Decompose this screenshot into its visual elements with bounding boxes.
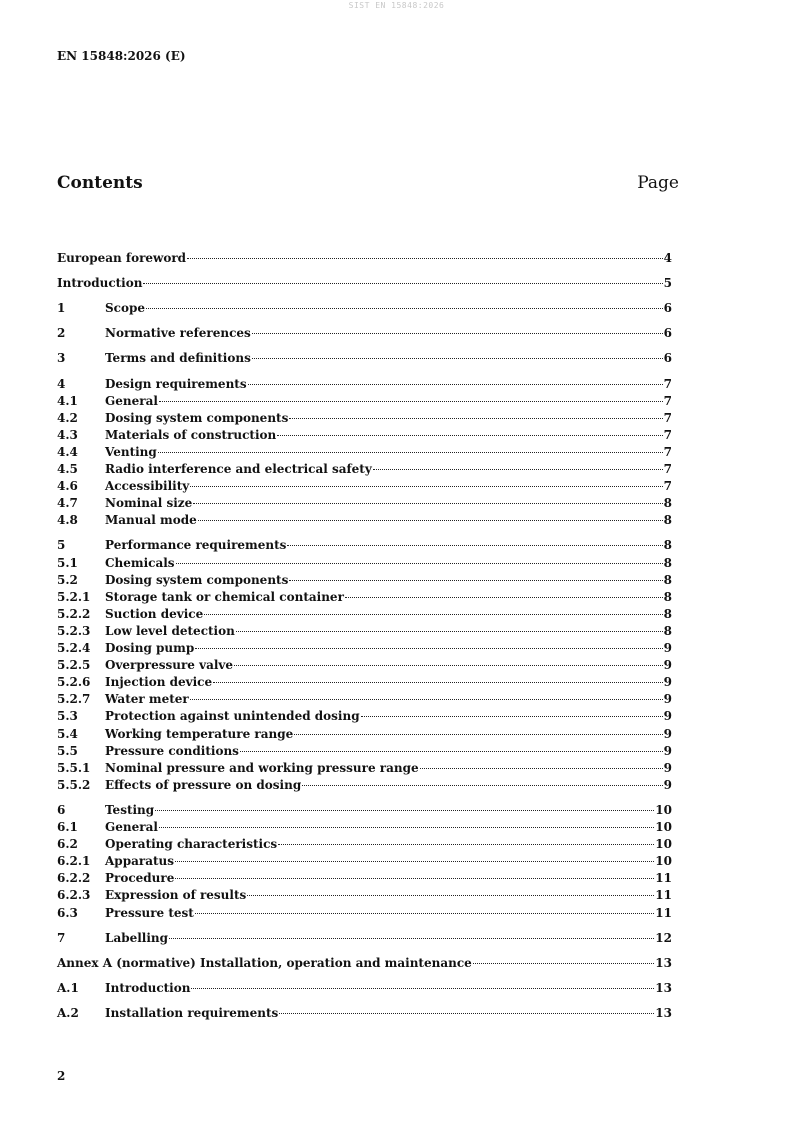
toc-entry-page: 8: [663, 606, 672, 621]
toc-entry-title: Installation requirements: [105, 1005, 279, 1020]
toc-dot-leader: [143, 283, 662, 284]
toc-entry-title: Materials of construction: [105, 427, 277, 442]
toc-dot-leader: [373, 469, 663, 470]
toc-entry-title: Venting: [105, 444, 157, 459]
toc-entry-page: 7: [663, 427, 672, 442]
toc-entry-title: Pressure test: [105, 905, 194, 920]
toc-entry-number: 7: [57, 930, 66, 945]
toc-entry-number: 6.2.3: [57, 888, 91, 903]
toc-entry-number: 5.5.1: [57, 760, 91, 775]
toc-entry[interactable]: [57, 836, 672, 852]
toc-entry[interactable]: [57, 743, 672, 759]
toc-dot-leader: [198, 520, 663, 521]
toc-entry-number: 4.6: [57, 479, 78, 494]
contents-title: Contents: [57, 173, 143, 193]
toc-entry-title: Testing: [105, 802, 155, 817]
toc-entry[interactable]: [57, 495, 672, 511]
toc-entry-number: 3: [57, 351, 66, 366]
toc-entry[interactable]: [57, 777, 672, 793]
toc-entry[interactable]: [57, 853, 672, 869]
toc-entry-page: 11: [655, 871, 672, 886]
toc-dot-leader: [473, 963, 655, 964]
toc-entry-page: 9: [663, 760, 672, 775]
toc-entry-page: 12: [655, 930, 672, 945]
toc-entry[interactable]: [57, 444, 672, 460]
toc-entry-number: A.2: [57, 1005, 79, 1020]
toc-dot-leader: [277, 435, 662, 436]
toc-entry-title: Working temperature range: [105, 726, 294, 741]
toc-entry-page: 7: [663, 376, 672, 391]
toc-entry[interactable]: [57, 905, 672, 921]
toc-entry-page: 7: [663, 393, 672, 408]
toc-entry-number: 5.2.1: [57, 589, 91, 604]
toc-entry-number: 4.3: [57, 427, 78, 442]
toc-entry-page: 9: [663, 675, 672, 690]
toc-entry-number: A.1: [57, 980, 79, 995]
toc-entry-page: 8: [663, 555, 672, 570]
toc-entry[interactable]: [57, 980, 672, 996]
footer-page-number: 2: [57, 1069, 66, 1083]
toc-entry-page: 9: [663, 641, 672, 655]
toc-entry-title: Labelling: [105, 930, 169, 945]
toc-entry-number: 5.2: [57, 572, 78, 587]
toc-entry-number: 5.3: [57, 709, 78, 724]
toc-entry-title: Procedure: [105, 871, 175, 886]
toc-entry-title: Storage tank or chemical container: [105, 589, 344, 604]
toc-entry-number: 2: [57, 326, 66, 341]
toc-entry-page: 8: [663, 572, 672, 587]
toc-entry[interactable]: [57, 589, 672, 605]
toc-entry-page: 10: [655, 802, 672, 817]
toc-dot-leader: [190, 699, 663, 700]
toc-entry-page: 9: [663, 709, 672, 724]
toc-entry[interactable]: [57, 802, 672, 818]
toc-entry-title: Introduction: [105, 980, 191, 995]
toc-entry[interactable]: [57, 691, 672, 707]
toc-dot-leader: [146, 308, 663, 309]
toc-dot-leader: [175, 878, 654, 879]
toc-entry-page: 6: [663, 326, 672, 341]
toc-entry-number: 5.1: [57, 555, 78, 570]
toc-entry[interactable]: [57, 955, 672, 971]
toc-entry[interactable]: [57, 760, 672, 776]
toc-entry-page: 9: [663, 658, 672, 673]
toc-dot-leader: [195, 913, 654, 914]
toc-entry[interactable]: [57, 572, 672, 588]
toc-entry-page: 9: [663, 726, 672, 741]
toc-entry[interactable]: [57, 478, 672, 494]
toc-entry[interactable]: [57, 708, 672, 724]
toc-dot-leader: [176, 563, 663, 564]
toc-dot-leader: [236, 631, 663, 632]
toc-entry-page: 13: [655, 980, 672, 995]
toc-entry-title: General: [105, 393, 158, 408]
toc-entry-title: Injection device: [105, 675, 213, 690]
toc-entry-page: 8: [663, 513, 672, 528]
toc-entry-title: Accessibility: [105, 479, 190, 494]
toc-entry-title: Expression of results: [105, 888, 247, 903]
toc-dot-leader: [204, 614, 662, 615]
toc-entry-page: 11: [655, 888, 672, 903]
toc-entry-number: 4.5: [57, 462, 78, 476]
toc-entry-page: 8: [663, 496, 672, 511]
toc-entry-page: 10: [655, 820, 672, 834]
toc-entry[interactable]: [57, 674, 672, 690]
toc-entry-number: 5.2.5: [57, 658, 91, 673]
toc-entry[interactable]: [57, 325, 672, 341]
toc-entry-number: 4.8: [57, 513, 78, 528]
toc-entry-title: Dosing system components: [105, 572, 289, 587]
toc-entry[interactable]: [57, 640, 672, 656]
toc-dot-leader: [169, 938, 654, 939]
toc-entry-page: 9: [663, 777, 672, 792]
toc-entry[interactable]: [57, 657, 672, 673]
toc-dot-leader: [420, 768, 663, 769]
toc-entry-number: 4.2: [57, 410, 78, 425]
toc-entry-number: 5.5: [57, 743, 78, 758]
toc-entry-number: 6: [57, 802, 66, 817]
toc-entry-number: 5.2.7: [57, 692, 91, 707]
toc-dot-leader: [248, 384, 663, 385]
toc-entry-page: 7: [663, 444, 672, 459]
toc-entry-title: General: [105, 820, 158, 834]
toc-entry-number: 4.4: [57, 444, 78, 459]
toc-entry-title: Water meter: [105, 692, 189, 707]
toc-entry-number: 5.2.3: [57, 623, 91, 638]
toc-entry-number: 5.4: [57, 726, 78, 741]
toc-entry-number: 6.2.1: [57, 854, 91, 869]
toc-entry[interactable]: [57, 410, 672, 426]
toc-entry-number: 6.1: [57, 820, 78, 834]
toc-dot-leader: [195, 648, 662, 649]
toc-entry-number: 1: [57, 301, 66, 316]
toc-entry-number: 5.2.4: [57, 641, 91, 655]
toc-dot-leader: [287, 545, 662, 546]
toc-entry[interactable]: [57, 427, 672, 443]
toc-dot-leader: [193, 503, 662, 504]
toc-dot-leader: [159, 827, 654, 828]
toc-entry-title: Introduction: [57, 276, 143, 291]
toc-entry-number: 4.7: [57, 496, 78, 511]
toc-entry-title: Effects of pressure on dosing: [105, 777, 302, 792]
toc-entry-title: Radio interference and electrical safety: [105, 462, 372, 476]
toc-dot-leader: [279, 1013, 654, 1014]
toc-entry[interactable]: [57, 393, 672, 409]
toc-entry-number: 5.2.2: [57, 606, 91, 621]
toc-entry-number: 5.5.2: [57, 777, 91, 792]
toc-entry[interactable]: [57, 606, 672, 622]
toc-dot-leader: [191, 988, 654, 989]
toc-entry[interactable]: [57, 512, 672, 528]
toc-entry[interactable]: [57, 376, 672, 392]
toc-dot-leader: [289, 418, 662, 419]
toc-dot-leader: [234, 665, 663, 666]
toc-entry-title: Chemicals: [105, 555, 175, 570]
toc-entry-page: 4: [663, 251, 672, 265]
toc-dot-leader: [289, 580, 662, 581]
toc-entry-page: 7: [663, 410, 672, 425]
toc-dot-leader: [158, 452, 663, 453]
toc-entry-title: Dosing pump: [105, 641, 195, 655]
toc-entry[interactable]: [57, 275, 672, 291]
toc-entry-title: Apparatus: [105, 854, 174, 869]
toc-entry-number: 6.2: [57, 837, 78, 852]
toc-dot-leader: [187, 258, 663, 259]
toc-dot-leader: [252, 358, 663, 359]
toc-entry[interactable]: [57, 930, 672, 946]
toc-entry-title: European foreword: [57, 251, 187, 265]
watermark: SIST EN 15848:2026: [348, 1, 445, 10]
toc-entry[interactable]: [57, 461, 672, 477]
document-id: EN 15848:2026 (E): [57, 49, 186, 63]
toc-entry[interactable]: [57, 887, 672, 903]
toc-dot-leader: [240, 751, 663, 752]
toc-entry-number: 5.2.6: [57, 675, 91, 690]
toc-entry-number: 6.3: [57, 905, 78, 920]
toc-entry-page: 11: [655, 905, 672, 920]
toc-dot-leader: [175, 861, 654, 862]
toc-entry-page: 10: [655, 837, 672, 852]
toc-entry-title: Performance requirements: [105, 538, 287, 553]
toc-entry[interactable]: [57, 623, 672, 639]
toc-dot-leader: [302, 785, 662, 786]
toc-entry-title: Protection against unintended dosing: [105, 709, 360, 724]
toc-entry-title: Low level detection: [105, 623, 235, 638]
toc-entry[interactable]: [57, 555, 672, 571]
toc-dot-leader: [190, 486, 662, 487]
toc-dot-leader: [345, 597, 663, 598]
toc-dot-leader: [361, 716, 663, 717]
toc-entry-title: Pressure conditions: [105, 743, 239, 758]
toc-entry-title: Nominal pressure and working pressure range: [105, 760, 419, 775]
toc-entry-number: 6.2.2: [57, 871, 91, 886]
toc-entry-title: Manual mode: [105, 513, 197, 528]
toc-entry-page: 6: [663, 351, 672, 366]
toc-entry[interactable]: [57, 1005, 672, 1021]
toc-entry-page: 6: [663, 301, 672, 316]
toc-entry-page: 8: [663, 623, 672, 638]
toc-entry-page: 13: [655, 955, 672, 970]
page-column-label: Page: [637, 173, 679, 193]
toc-entry-page: 9: [663, 743, 672, 758]
toc-entry-page: 10: [655, 854, 672, 869]
toc-entry-number: 4.1: [57, 393, 78, 408]
toc-dot-leader: [247, 895, 654, 896]
toc-entry[interactable]: [57, 350, 672, 366]
toc-entry-title: Design requirements: [105, 376, 247, 391]
toc-entry[interactable]: [57, 300, 672, 316]
toc-entry-page: 9: [663, 692, 672, 707]
toc-dot-leader: [252, 333, 663, 334]
toc-entry-number: 5: [57, 538, 66, 553]
toc-entry-title: Terms and definitions: [105, 351, 251, 366]
toc-entry-title: Dosing system components: [105, 410, 289, 425]
toc-entry-title: Annex A (normative) Installation, operation and maintenance: [57, 955, 472, 970]
toc-entry-page: 13: [655, 1005, 672, 1020]
toc-entry-title: Overpressure valve: [105, 658, 234, 673]
toc-entry-title: Operating characteristics: [105, 837, 278, 852]
toc-dot-leader: [294, 734, 662, 735]
toc-entry-page: 7: [663, 479, 672, 494]
toc-entry[interactable]: [57, 250, 672, 266]
toc-dot-leader: [278, 844, 654, 845]
toc-entry-title: Normative references: [105, 326, 251, 341]
toc-entry-title: Scope: [105, 301, 146, 316]
toc-entry-page: 8: [663, 538, 672, 553]
toc-entry-title: Nominal size: [105, 496, 193, 511]
toc-entry-page: 8: [663, 589, 672, 604]
toc-entry[interactable]: [57, 726, 672, 742]
toc-entry[interactable]: [57, 819, 672, 835]
toc-entry-number: 4: [57, 376, 66, 391]
toc-entry-page: 7: [663, 462, 672, 476]
toc-entry[interactable]: [57, 537, 672, 553]
toc-dot-leader: [159, 401, 663, 402]
toc-entry-title: Suction device: [105, 606, 204, 621]
toc-entry[interactable]: [57, 870, 672, 886]
toc-dot-leader: [155, 810, 654, 811]
toc-entry-page: 5: [663, 276, 672, 291]
toc-dot-leader: [213, 682, 663, 683]
